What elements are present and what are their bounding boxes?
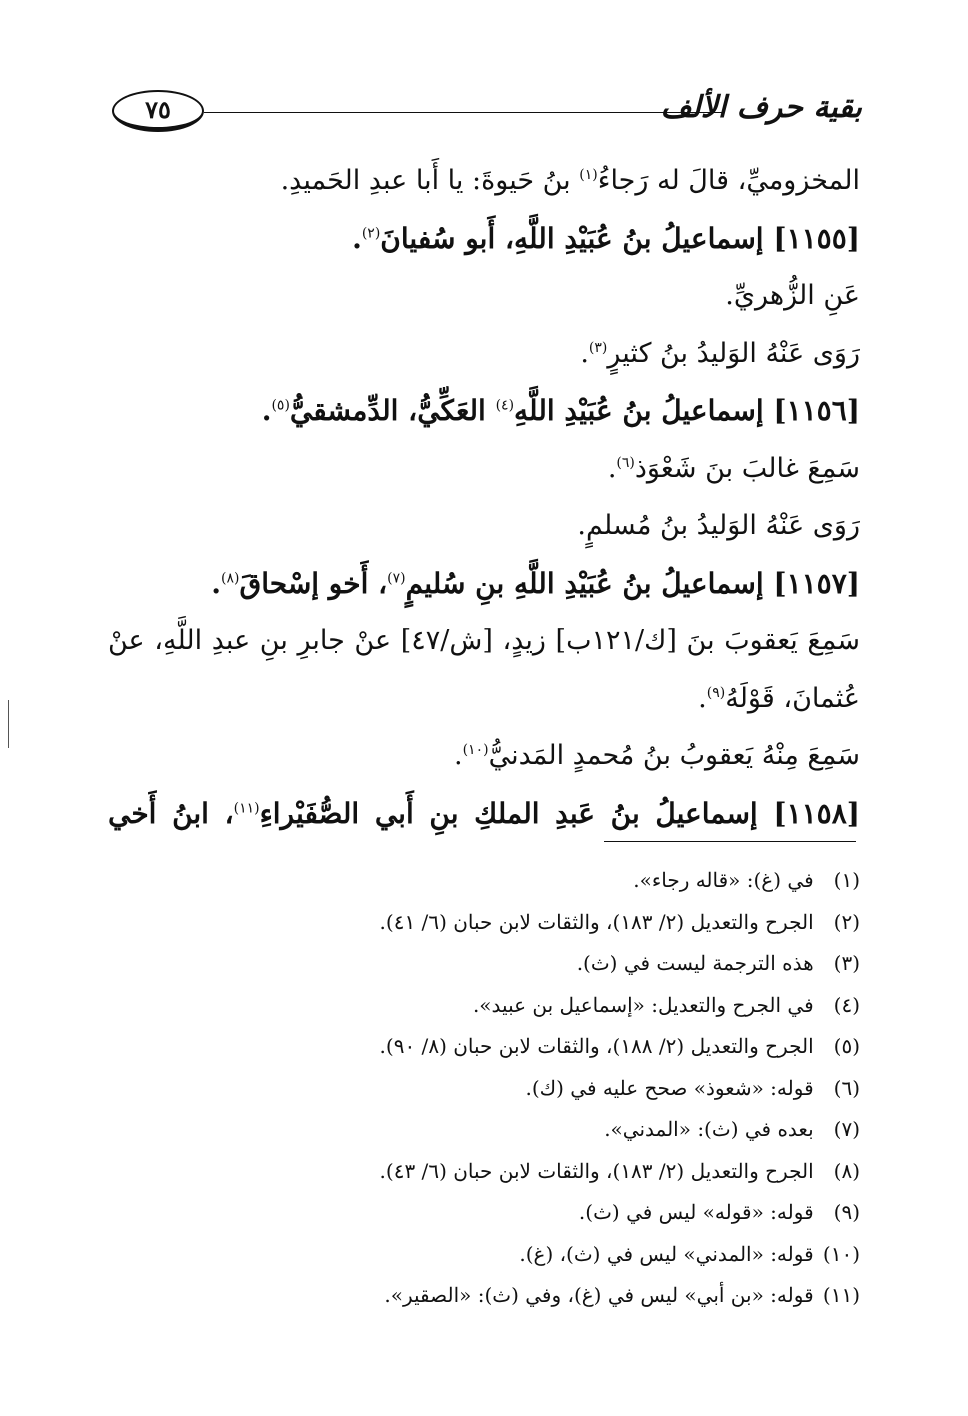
text-line: سَمِعَ مِنْهُ يَعقوبُ بنُ مُحمدٍ المَدنيُّ$^{(١٠)}$. xyxy=(453,740,860,771)
footnote-text: هذه الترجمة ليست في (ث). xyxy=(576,951,814,975)
text-line: سَمِعَ غالبَ بنَ شَعْوَذ$^{(٦)}$. xyxy=(607,452,860,484)
footnote-ref: (٧) xyxy=(387,570,406,587)
footnote-ref: (٣) xyxy=(588,339,608,356)
footnote-ref: (٢) xyxy=(361,225,381,242)
footnote-ref: (٩) xyxy=(706,684,726,701)
scan-margin-mark xyxy=(8,700,9,748)
footnote-number: (٦) xyxy=(833,1075,860,1100)
footnote-item xyxy=(108,902,860,944)
footnote-item xyxy=(108,1151,860,1193)
footnote-ref: (٤) xyxy=(495,397,515,414)
entry-heading-1157: [١١٥٧] إسماعيلُ بنُ عُبَيْدِ اللَّهِ بنِ سُليمٍ$^{(٧)}$، أَخو إسْحاقَ$^{(٨)}$. xyxy=(211,566,860,600)
footnote-item xyxy=(108,1109,860,1151)
entry-heading-1156: [١١٥٦] إسماعيلُ بنُ عُبَيْدِ اللَّهِ$^{(٤)}$ العَكِّيُّ، الدِّمشقيُّ$^{(٥)}$. xyxy=(261,394,860,427)
footnote-ref: (١) xyxy=(579,167,598,183)
text-paragraph: سَمِعَ يَعقوبَ بنَ [ك/١٢١ب] زيدٍ، [ش/٤٧] عنْ جابرِ بنِ عبدِ اللَّهِ، عنْ عُثمانَ، قَوْلَهُ$^{(٩)}$. xyxy=(108,625,860,714)
footnote-number: (٤) xyxy=(833,992,860,1017)
footnote-text: بعده في (ث): «المدني». xyxy=(604,1117,814,1141)
footnote-number: (٣) xyxy=(833,951,860,975)
footnote-ref: (١١) xyxy=(233,800,260,817)
footnote-item xyxy=(108,1026,860,1068)
footnote-number: (١٠) xyxy=(822,1241,860,1266)
footnote-number: (٢) xyxy=(833,909,860,934)
footnote-text: الجرح والتعديل (٢/ ١٨٣)، والثقات لابن حبان (٦/ ٤٣). xyxy=(379,1158,814,1183)
footnote-number: (٨) xyxy=(833,1158,860,1183)
text-line: رَوَى عَنْهُ الوَليدُ بنُ كثيرٍ$^{(٣)}$. xyxy=(580,337,860,369)
running-header xyxy=(112,86,862,146)
footnote-number: (٧) xyxy=(833,1117,860,1141)
text-line: عَنِ الزُّهريِّ. xyxy=(725,280,860,311)
footnote-text: الجرح والتعديل (٢/ ١٨٣)، والثقات لابن حبان (٦/ ٤١). xyxy=(379,909,814,934)
footnote-separator xyxy=(604,841,856,842)
footnote-text: قوله: «قوله» ليس في (ث). xyxy=(578,1200,814,1224)
footnote-number: (٩) xyxy=(833,1200,860,1224)
running-title: بقية حرف الألف xyxy=(660,90,862,125)
footnote-ref: (١٠) xyxy=(462,742,489,758)
footnote-ref: (٥) xyxy=(271,397,290,414)
entry-heading-1158: [١١٥٨] إسماعيلُ بنُ عَبدِ الملكِ بنِ أَبي الصُّفَيْراءِ$^{(١١)}$، ابنُ أَخي xyxy=(108,796,860,830)
footnote-number: (١١) xyxy=(822,1283,860,1307)
footnote-text: في الجرح والتعديل: «إسماعيل بن عبيد». xyxy=(472,992,814,1017)
footnote-item xyxy=(108,1234,860,1276)
entry-heading-1155: [١١٥٥] إسماعيلُ بنُ عُبَيْدِ اللَّهِ، أَبو سُفيانَ$^{(٢)}$. xyxy=(352,221,860,255)
footnote-item xyxy=(108,860,860,902)
footnote-text: قوله: «المدني» ليس في (ث)، (غ). xyxy=(519,1241,814,1266)
page-number: ٧٥ xyxy=(112,90,204,132)
footnote-text: قوله: «بن أبي» ليس في (غ)، وفي (ث): «الصقير». xyxy=(384,1283,814,1307)
main-text xyxy=(108,152,860,842)
footnote-number: (٥) xyxy=(833,1034,860,1058)
header-rule xyxy=(204,112,724,113)
text-line: المخزوميِّ، قالَ له رَجاءُ$^{(١)}$ بنُ حَيوةَ: يا أَبا عبدِ الحَميدِ. xyxy=(280,165,860,196)
footnote-ref: (٨) xyxy=(221,570,240,587)
footnote-text: قوله: «شعوذ» صحح عليه في (ك). xyxy=(525,1075,814,1100)
footnote-item xyxy=(108,985,860,1027)
footnote-number: (١) xyxy=(833,868,860,892)
footnote-ref: (٦) xyxy=(616,454,635,471)
footnotes xyxy=(108,860,860,1317)
footnote-item xyxy=(108,1068,860,1110)
footnote-item xyxy=(108,943,860,985)
footnote-text: الجرح والتعديل (٢/ ١٨٨)، والثقات لابن حبان (٨/ ٩٠). xyxy=(379,1034,814,1058)
text-line: رَوَى عَنْهُ الوَليدُ بنُ مُسلمٍ. xyxy=(577,510,860,541)
footnote-item xyxy=(108,1275,860,1317)
footnote-item xyxy=(108,1192,860,1234)
footnote-text: في (غ): «قاله رجاء». xyxy=(633,868,814,892)
